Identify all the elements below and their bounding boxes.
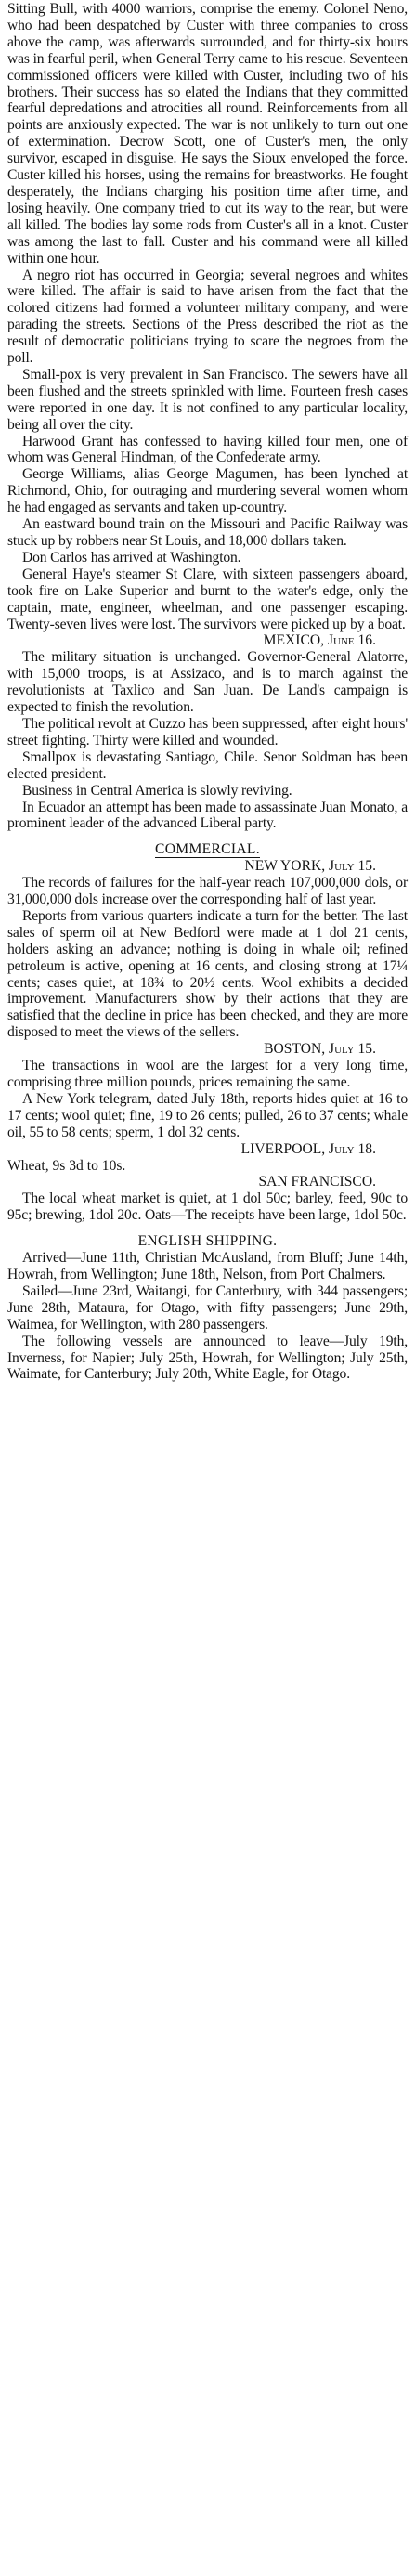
dateline-liverpool: LIVERPOOL, July 18. — [240, 1140, 376, 1157]
article-paragraph: General Haye's steamer St Clare, with sixteen passengers aboard, took fire on Lake Superior and burnt to the water's edge, only the captain, mate, engineer, wheelman, and one passenger escaping. Twenty-seven lives were lost. The survivors were picked up by a boat. — [7, 566, 408, 632]
article-paragraph: The records of failures for the half-year reach 107,000,000 dols, or 31,000,000 dols increase over the corresponding half of last year. — [7, 875, 408, 908]
article-paragraph: The political revolt at Cuzzo has been suppressed, after eight hours' street fighting. Thirty were killed and wounded. — [7, 715, 408, 748]
article-paragraph: Arrived—June 11th, Christian McAusland, from Bluff; June 14th, Howrah, from Wellington; June 18th, Nelson, from Port Chalmers. — [7, 1250, 408, 1282]
article-paragraph: In Ecuador an attempt has been made to assassinate Juan Monato, a prominent leader of the advanced Liberal party. — [7, 799, 408, 832]
dateline-mexico: MEXICO, June 16. — [263, 632, 376, 649]
dateline-san-francisco: SAN FRANCISCO. — [258, 1174, 376, 1190]
article-paragraph: Don Carlos has arrived at Washington. — [22, 549, 241, 566]
article-paragraph: Sailed—June 23rd, Waitangi, for Canterbury, with 344 passengers; June 28th, Mataura, for Otago, with fifty passengers; June 29th, Waimea, for Wellington, with 280 passengers. — [7, 1282, 408, 1333]
article-paragraph: Sitting Bull, with 4000 warriors, comprise the enemy. Colonel Neno, who had been despatched by Custer with three companies to cross above the camp, was afterwards surrounded, and for thirty-six hours was in fearful peril, when General Terry came to his rescue. Seventeen commissioned officers were killed with Custer, including two of his brothers. Their success has so elated the Indians that they committed fearful depredations and atrocities all round. Reinforcements from all points are anxiously expected. The war is not unlikely to turn out one of extermination. Decrow Scott, one of Custer's men, the only survivor, escaped in disguise. He says the Sioux enveloped the force. Custer killed his horses, using the remains for breastworks. He fought desperately, the Indians charging his position time after time, and losing heavily. One company tried to cut its way to the rear, but were all killed. The bodies lay some rods from Custer's all in a knot. Custer was among the last to fall. Custer and his command were all killed within one hour. — [7, 1, 408, 267]
article-paragraph: The transactions in wool are the largest for a very long time, comprising three million pounds, prices remaining the same. — [7, 1058, 408, 1090]
article-paragraph: An eastward bound train on the Missouri and Pacific Railway was stuck up by robbers near St Louis, and 18,000 dollars taken. — [7, 516, 408, 549]
dateline-boston: BOSTON, July 15. — [264, 1041, 376, 1058]
article-paragraph: George Williams, alias George Magumen, has been lynched at Richmond, Ohio, for outraging and murdering several women whom he had engaged as servants and taken up-country. — [7, 466, 408, 516]
article-paragraph: The local wheat market is quiet, at 1 dol 50c; barley, feed, 90c to 95c; brewing, 1dol 20c. Oats—The receipts have been large, 1dol 50c. — [7, 1190, 408, 1224]
section-heading-shipping: ENGLISH SHIPPING. — [137, 1233, 278, 1250]
article-paragraph: Harwood Grant has confessed to having killed four men, one of whom was General Hindman, of the Confederate army. — [7, 433, 408, 466]
article-paragraph: Smallpox is devastating Santiago, Chile. Senor Soldman has been elected president. — [7, 748, 408, 782]
article-paragraph: The following vessels are announced to leave—July 19th, Inverness, for Napier; July 25th, Howrah, for Wellington; July 25th, Waimate, for Canterbury; July 20th, White Eagle, for Otago. — [7, 1333, 408, 1383]
article-paragraph: A negro riot has occurred in Georgia; several negroes and whites were killed. The affair is said to have arisen from the fact that the colored citizens had formed a volunteer military company, and were parading the streets. Sections of the Press described the riot as the result of democratic politicians trying to scare the negroes from the poll. — [7, 267, 408, 367]
article-paragraph: The military situation is unchanged. Governor-General Alatorre, with 15,000 troops, is at Assizaco, and is to march against the revolutionists at Taxlico and San Juan. De Land's campaign is expected to finish the revolution. — [7, 649, 408, 716]
article-paragraph: Reports from various quarters indicate a turn for the better. The last sales of sperm oil at New Bedford were made at 1 dol 21 cents, holders asking an advance; nothing is doing in whale oil; refined petroleum is active, opening at 16 cents, and closing strong at 17¼ cents; cases quiet, at 18¾ to 20½ cents. Wool exhibits a decided improvement. Manufacturers show by their actions that they are satisfied that the decline in price has been checked, and they are more disposed to meet the views of the sellers. — [7, 907, 408, 1041]
article-paragraph: A New York telegram, dated July 18th, reports hides quiet at 16 to 17 cents; wool quiet; fine, 19 to 26 cents; pulled, 26 to 37 cents; whale oil, 55 to 58 cents; sperm, 1 dol 32 cents. — [7, 1090, 408, 1140]
wheat-price-line: Wheat, 9s 3d to 10s. — [7, 1157, 126, 1174]
section-heading-commercial — [7, 841, 408, 858]
section-heading-text: COMMERCIAL. — [155, 841, 260, 858]
article-paragraph: Business in Central America is slowly reviving. — [22, 782, 292, 799]
article-paragraph: Small-pox is very prevalent in San Francisco. The sewers have all been flushed and the streets sprinkled with lime. Fourteen fresh cases were reported in one day. It is not confined to any particular locality, being all over the city. — [7, 366, 408, 433]
dateline-new-york: NEW YORK, July 15. — [244, 858, 376, 875]
